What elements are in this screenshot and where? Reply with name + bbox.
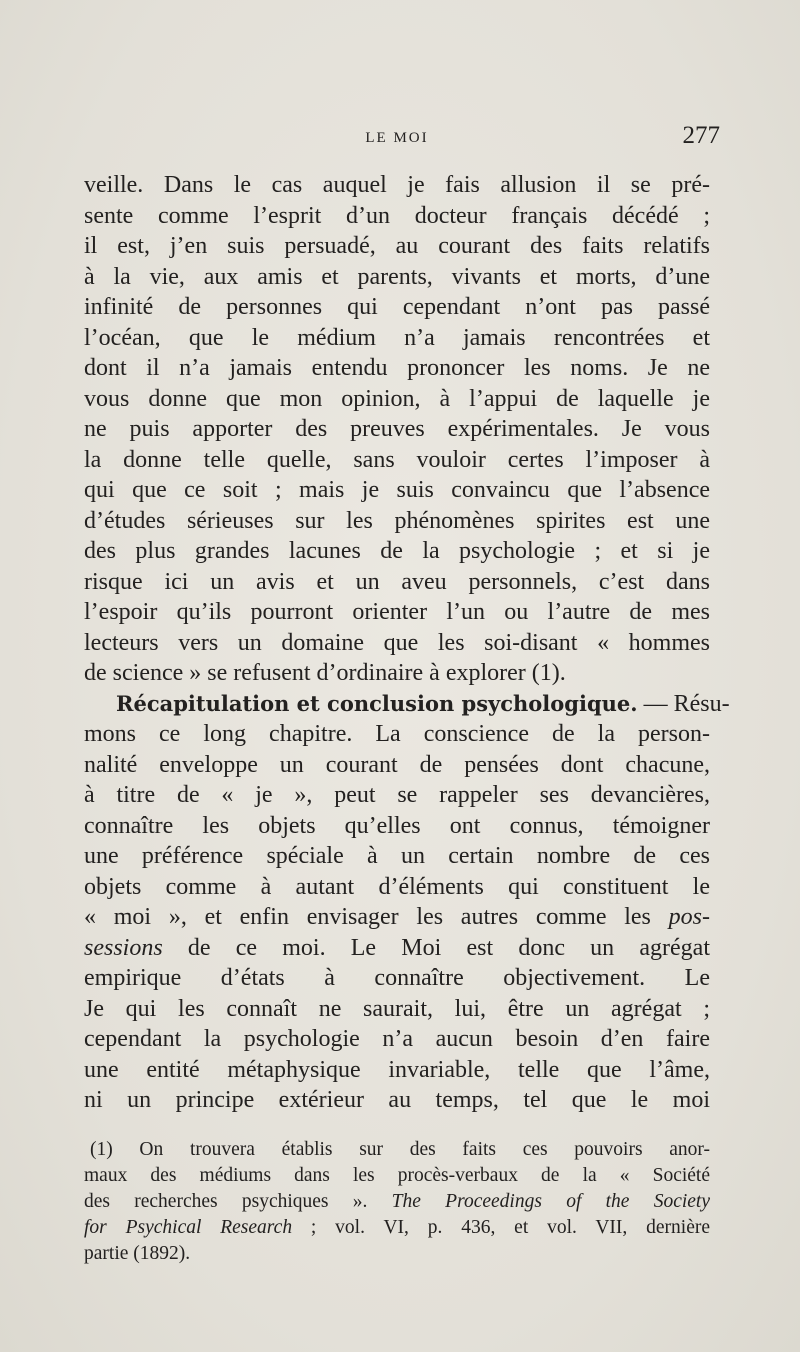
text-line: une entité métaphysique invariable, telle que l’âme, — [84, 1056, 710, 1083]
text-line: il est, j’en suis persuadé, au courant des faits relatifs — [84, 233, 710, 259]
text-segment: de ce moi. Le Moi est donc un agrégat — [162, 934, 710, 961]
text-line: ni un principe extérieur au temps, tel que le moi — [84, 1087, 710, 1113]
text-line: connaître les objets qu’elles ont connus, témoigner — [84, 812, 710, 839]
italic-text: sessions — [84, 934, 163, 961]
text-line: veille. Dans le cas auquel je fais allusion il se pré- — [84, 172, 710, 198]
text-line: ne puis apporter des preuves expérimentales. Je vous — [84, 416, 710, 442]
text-line: empirique d’états à connaître objectivement. Le — [84, 965, 710, 991]
text-line: l’espoir qu’ils pourront orienter l’un ou l’autre de mes — [84, 599, 710, 625]
footnote-line: partie (1892). — [84, 1243, 191, 1264]
text-line: la donne telle quelle, sans vouloir certes l’imposer à — [84, 446, 710, 473]
running-head — [84, 122, 720, 158]
text-line: dont il n’a jamais entendu prononcer les noms. Je ne — [84, 355, 710, 381]
text-line: une préférence spéciale à un certain nombre de ces — [84, 843, 710, 869]
footnote-line: maux des médiums dans les procès-verbaux de la « Société — [84, 1165, 710, 1186]
section-heading-line — [84, 689, 730, 720]
text-line: l’océan, que le médium n’a jamais rencontrées et — [84, 324, 710, 351]
text-line: risque ici un avis et un aveu personnels, c’est dans — [84, 568, 710, 595]
body-text — [84, 170, 730, 1116]
text-line — [84, 933, 710, 964]
footnote-line: (1) On trouvera établis sur des faits ces pouvoirs anor- — [90, 1139, 710, 1160]
footnote-italic-title: The Proceedings of the Society — [391, 1191, 710, 1212]
text-line: objets comme à autant d’éléments qui constituent le — [84, 873, 710, 900]
footnote-line — [84, 1189, 710, 1215]
page-number: 277 — [682, 122, 720, 149]
section-heading: Récapitulation et conclusion psychologique. — [116, 690, 638, 716]
heading-continuation: — Résu- — [637, 690, 730, 717]
text-line — [84, 902, 710, 933]
text-segment: « moi », et enfin envisager les autres comme les — [84, 904, 669, 930]
text-line: lecteurs vers un domaine que les soi-disant « hommes — [84, 629, 710, 656]
footnote-segment: ; vol. VI, p. 436, et vol. VII, dernière — [292, 1217, 711, 1238]
text-line: infinité de personnes qui cependant n’ont pas passé — [84, 294, 710, 320]
running-title: LE MOI — [365, 130, 429, 146]
text-line: Je qui les connaît ne saurait, lui, être un agrégat ; — [84, 995, 710, 1022]
text-line: des plus grandes lacunes de la psychologie ; et si je — [84, 538, 710, 564]
italic-text: pos- — [668, 904, 710, 930]
text-line: de science » se refusent d’ordinaire à explorer (1). — [84, 660, 566, 686]
text-line: qui que ce soit ; mais je suis convaincu que l’absence — [84, 477, 710, 503]
text-line: cependant la psychologie n’a aucun besoin d’en faire — [84, 1026, 710, 1052]
text-line: à la vie, aux amis et parents, vivants et morts, d’une — [84, 263, 710, 290]
text-line: à titre de « je », peut se rappeler ses devancières, — [84, 782, 710, 808]
text-line: mons ce long chapitre. La conscience de la person- — [84, 721, 710, 747]
text-line: d’études sérieuses sur les phénomènes spirites est une — [84, 507, 710, 534]
footnote-segment: des recherches psychiques ». — [84, 1191, 392, 1212]
text-line: sente comme l’esprit d’un docteur français décédé ; — [84, 202, 710, 229]
footnote-italic-title: for Psychical Research — [84, 1217, 293, 1238]
text-line: vous donne que mon opinion, à l’appui de laquelle je — [84, 385, 710, 412]
footnote-line — [84, 1215, 710, 1241]
text-line: nalité enveloppe un courant de pensées dont chacune, — [84, 751, 710, 778]
footnote — [84, 1137, 710, 1267]
